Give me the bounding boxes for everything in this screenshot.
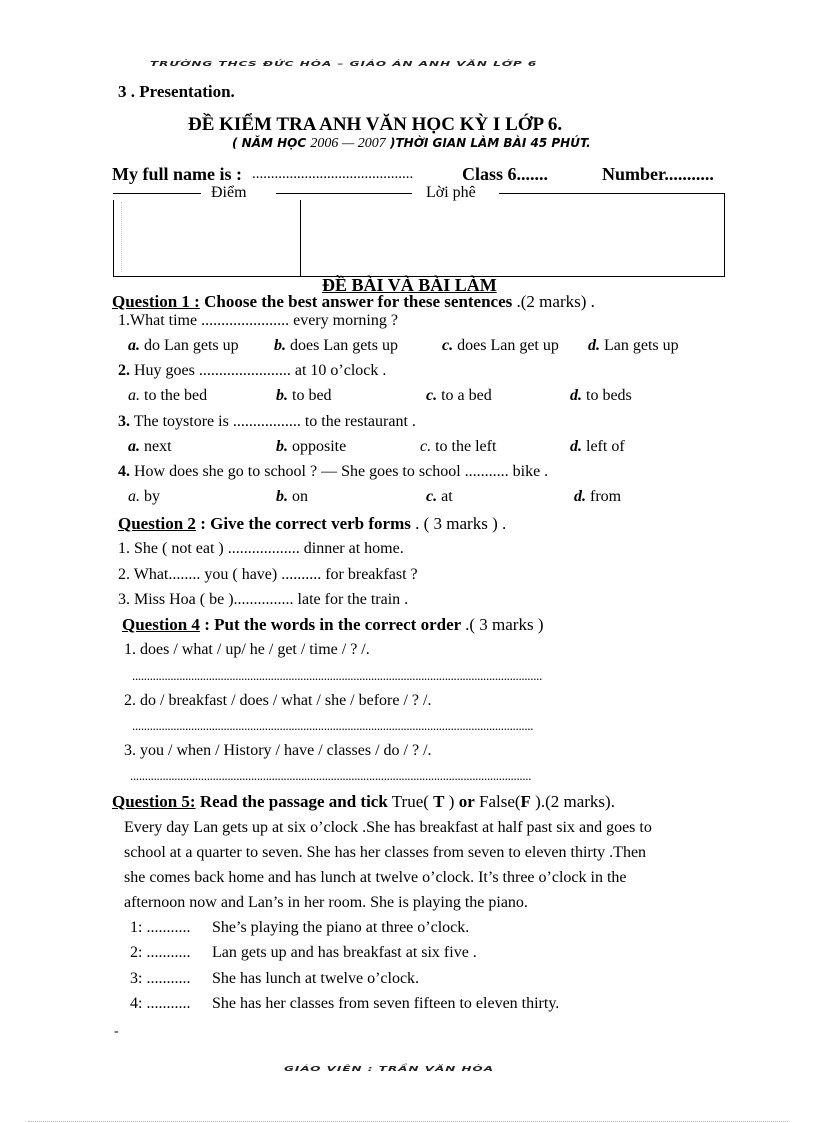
q1-opt-2b[interactable]: b. to bed	[276, 387, 332, 404]
q1-opt-2c[interactable]: c. to a bed	[426, 387, 492, 404]
box-top-middle-line	[276, 193, 412, 194]
section-label: 3 . Presentation.	[118, 82, 235, 101]
q1-opt-1a[interactable]: a. do Lan gets up	[128, 337, 239, 354]
name-field[interactable]: ...........................................	[252, 166, 414, 182]
subtitle-suffix: )THỜI GIAN LÀM BÀI 45 PHÚT.	[385, 136, 591, 150]
q1-opt-2a[interactable]: a. to the bed	[128, 387, 208, 404]
q5-item-4-answer[interactable]: 4: ...........	[130, 995, 191, 1012]
q1-heading	[112, 292, 595, 312]
q1-opt-4c[interactable]: c. at	[426, 488, 453, 505]
q5-item-2-text: Lan gets up and has breakfast at six five .	[212, 944, 477, 961]
q5-item-3-text: She has lunch at twelve o’clock.	[212, 970, 420, 987]
stray-dash: -	[114, 1024, 119, 1039]
q5-marks: ).(2 marks).	[535, 792, 615, 811]
q5-false-letter: F	[520, 792, 531, 811]
q4-marks: .( 3 marks )	[465, 615, 544, 634]
q4-item-1: 1. does / what / up/ he / get / time / ? /.	[124, 641, 370, 658]
q1-item-3	[118, 413, 416, 431]
q2-item-3: 3. Miss Hoa ( be )............... late for the train .	[118, 591, 409, 608]
q1-instruction: Choose the best answer for these sentences	[204, 292, 513, 311]
q1-item-text: The toystore is ................. to the restaurant .	[133, 413, 416, 430]
q2-instruction: : Give the correct verb forms	[200, 514, 411, 533]
q1-opt-3c[interactable]: c. to the left	[420, 438, 497, 455]
page-header: TRƯỜNG THCS ĐỨC HÒA – GIÁO ÁN ANH VĂN LỚP 6	[150, 60, 538, 68]
q1-opt-1b[interactable]: b. does Lan gets up	[274, 337, 398, 354]
exam-heading: ĐỀ BÀI VÀ BÀI LÀM	[322, 275, 497, 295]
q1-opt-3d[interactable]: d. left of	[570, 438, 625, 455]
q1-item-2	[118, 362, 386, 380]
q1-marks: .(2 marks) .	[516, 292, 595, 311]
q1-item-number: 4.	[118, 463, 130, 480]
q5-instruction: Read the passage and tick	[199, 792, 388, 811]
page-bottom-edge	[28, 1121, 788, 1122]
q5-item-1-text: She’s playing the piano at three o’clock.	[212, 919, 470, 936]
q2-item-2: 2. What........ you ( have) .......... for breakfast ?	[118, 566, 418, 583]
q4-label: Question 4	[122, 615, 200, 634]
q5-passage-line-1: Every day Lan gets up at six o’clock .She has breakfast at half past six and goes to	[124, 819, 652, 836]
name-label: My full name is :	[112, 164, 242, 184]
exam-subtitle	[232, 136, 591, 152]
q5-item-3-answer[interactable]: 3: ...........	[130, 970, 191, 987]
q1-item-text: What time ...................... every morning ?	[130, 312, 398, 329]
box-right-border	[724, 193, 725, 276]
school-year: 2006 — 2007	[310, 136, 386, 151]
q5-passage-line-4: afternoon now and Lan’s in her room. She is playing the piano.	[124, 894, 528, 911]
q5-heading	[112, 792, 615, 812]
box-top-right-line	[499, 193, 724, 194]
q5-true-label: True(	[391, 792, 429, 811]
q4-answer-line-1[interactable]: ...........................................................................................................................................	[132, 668, 543, 683]
q1-opt-4a[interactable]: a. by	[128, 488, 160, 505]
q1-opt-3a[interactable]: a. next	[128, 438, 172, 455]
q1-opt-4b[interactable]: b. on	[276, 488, 308, 505]
q2-item-1: 1. She ( not eat ) .................. dinner at home.	[118, 540, 404, 557]
q1-opt-3b[interactable]: b. opposite	[276, 438, 347, 455]
box-left-border	[113, 200, 114, 276]
q5-label: Question 5:	[112, 792, 196, 811]
q1-opt-4d[interactable]: d. from	[574, 488, 622, 505]
q4-answer-line-2[interactable]: ........................................................................................................................................	[132, 718, 534, 733]
page-footer: GIÁO VIÊN : TRẦN VĂN HÒA	[284, 1065, 495, 1073]
class-field[interactable]: Class 6.......	[462, 164, 549, 184]
q5-true-close: )	[448, 792, 455, 811]
q5-passage-line-3: she comes back home and has lunch at twelve o’clock. It’s three o’clock in the	[124, 869, 627, 886]
box-top-left-line	[113, 193, 201, 194]
q1-item-text: How does she go to school ? — She goes to school ........... bike .	[134, 463, 549, 480]
q1-opt-1c[interactable]: c. does Lan get up	[442, 337, 559, 354]
exam-title: ĐỀ KIỂM TRA ANH VĂN HỌC KỲ I LỚP 6.	[188, 114, 563, 135]
score-label: Điểm	[211, 184, 247, 201]
comment-area[interactable]	[306, 202, 716, 272]
q5-item-4-text: She has her classes from seven fifteen to eleven thirty.	[212, 995, 560, 1012]
q4-item-3: 3. you / when / History / have / classes / do / ? /.	[124, 742, 432, 759]
q1-item-number: 3.	[118, 413, 130, 430]
q2-label: Question 2	[118, 514, 196, 533]
q5-item-1-answer[interactable]: 1: ...........	[130, 919, 191, 936]
q4-heading	[122, 615, 543, 635]
q4-item-2: 2. do / breakfast / does / what / she / before / ? /.	[124, 692, 432, 709]
q2-marks: . ( 3 marks ) .	[415, 514, 507, 533]
q1-item-text: Huy goes ....................... at 10 o’clock .	[134, 362, 387, 379]
q5-item-2-answer[interactable]: 2: ...........	[130, 944, 191, 961]
subtitle-prefix: ( NĂM HỌC	[232, 136, 311, 150]
comment-label: Lời phê	[426, 184, 476, 201]
q1-opt-2d[interactable]: d. to beds	[570, 387, 632, 404]
q5-passage-line-2: school at a quarter to seven. She has her classes from seven to eleven thirty .Then	[124, 844, 647, 861]
box-divider	[300, 200, 301, 276]
number-field[interactable]: Number...........	[602, 164, 714, 184]
q4-instruction: : Put the words in the correct order	[204, 615, 461, 634]
q1-opt-1d[interactable]: d. Lan gets up	[588, 337, 679, 354]
q2-heading	[118, 514, 506, 534]
q1-item-number: 2.	[118, 362, 130, 379]
q1-label: Question 1 :	[112, 292, 200, 311]
score-area[interactable]	[121, 202, 296, 272]
q1-item-1	[118, 312, 398, 330]
q5-or: or	[458, 792, 475, 811]
q1-item-4	[118, 463, 548, 481]
q4-answer-line-3[interactable]: ........................................................................................................................................	[130, 768, 532, 783]
q5-false-label: False(	[478, 792, 521, 811]
q5-true-letter: T	[433, 792, 445, 811]
q1-item-number: 1.	[118, 312, 130, 329]
